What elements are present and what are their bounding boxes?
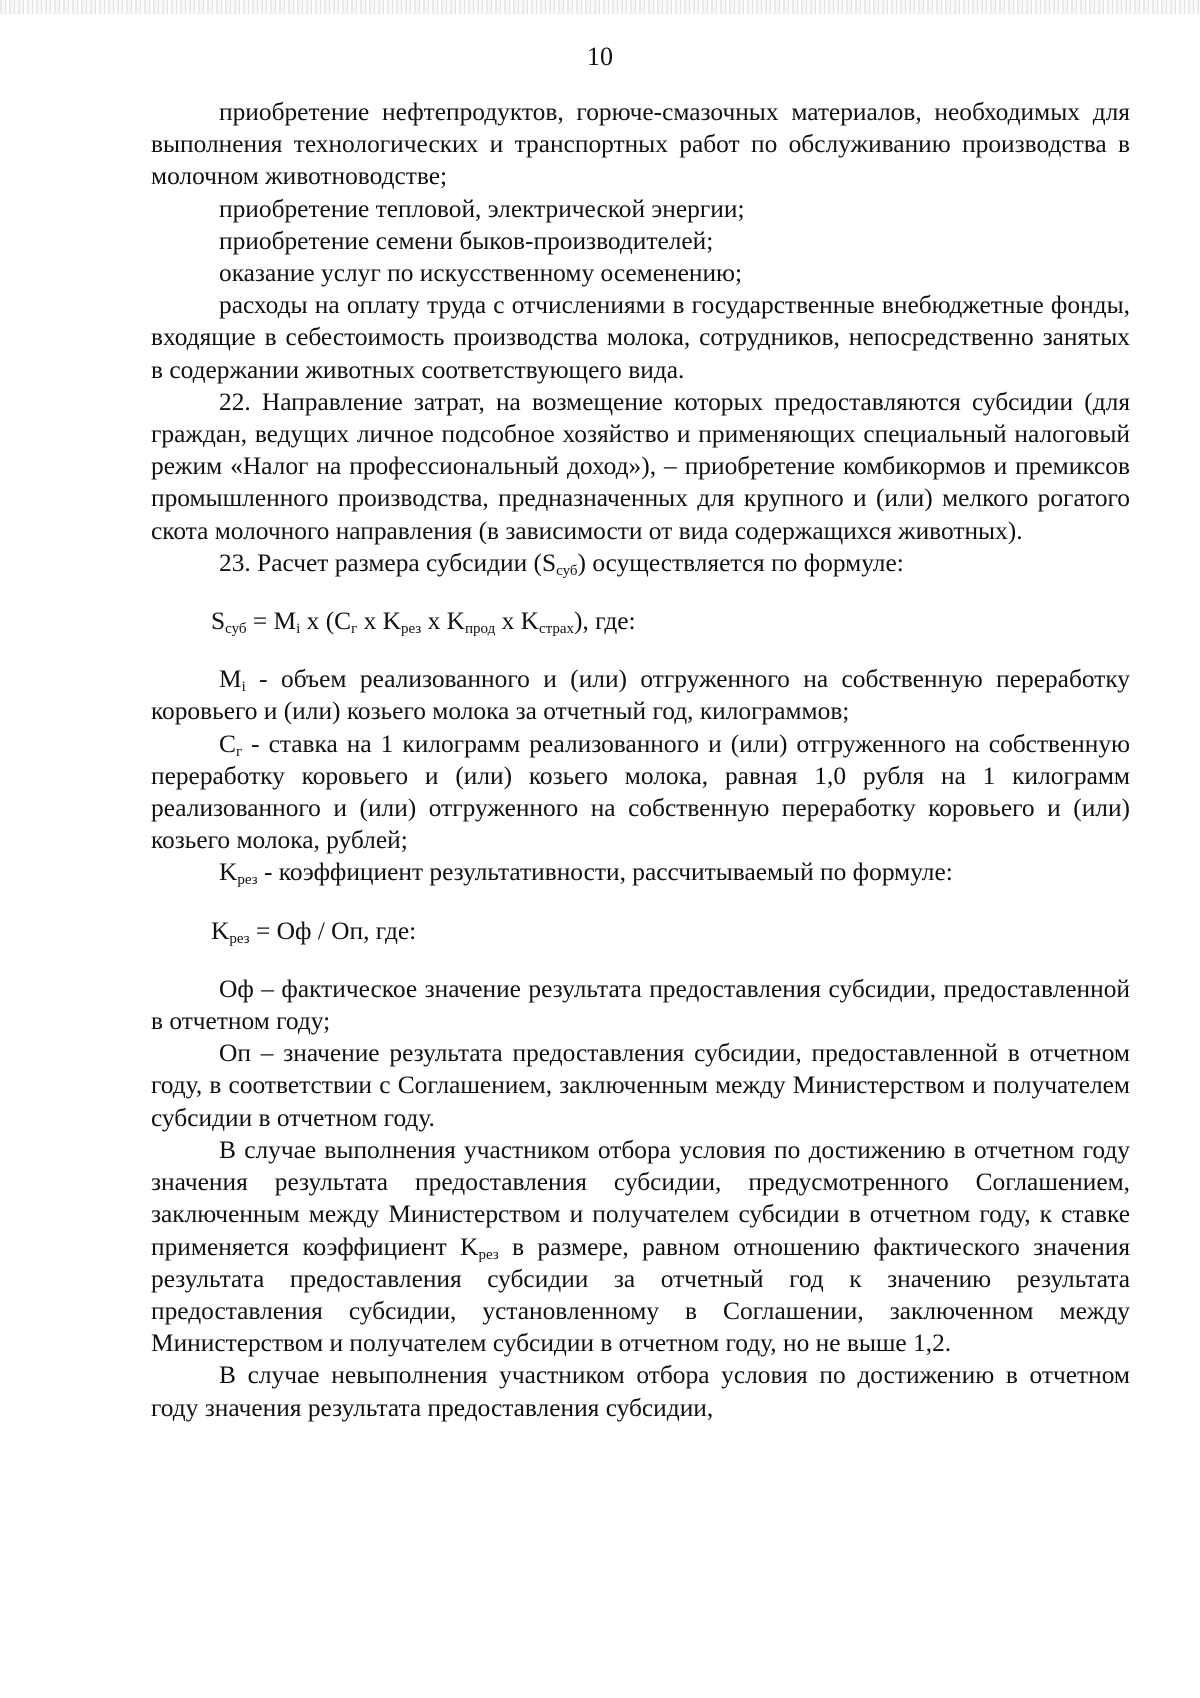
formula-subsidy-size: $S_{суб} = M_i$ x ($C_г$ x $K_{рез}$ x $K_{прод}$ x $K_{страх}$), где: xyxy=(211,607,636,638)
paragraph-section-22: 22. Направление затрат, на возмещение которых предоставляются субсидии (для граждан, ведущих личное подсобное хозяйство и применяющих специальный налоговый режим «Налог на профессиональный доход»), – приобретение комбикормов и премиксов промышленного производства, предназначенных для крупного и (или) мелкого рогатого скота молочного направления (в зависимости от вида содержащихся животных). xyxy=(151,387,1130,545)
paragraph-definition-op: Оп – значение результата предоставления субсидии, предоставленной в отчетном году, в соответствии с Соглашением, заключенным между Министерством и получателем субсидии в отчетном году. xyxy=(151,1039,1130,1132)
formula-efficiency-coefficient: $K_{рез}$ = Оф / Оп, где: xyxy=(211,916,417,947)
paragraph-non-achievement-case: В случае невыполнения участником отбора условия по достижению в отчетном году значения результата предоставления субсидии, xyxy=(151,1361,1130,1422)
paragraph-fuel-purchase: приобретение нефтепродуктов, горюче-смазочных материалов, необходимых для выполнения технологических и транспортных работ по обслуживанию производства в молочном животноводстве; xyxy=(151,98,1130,191)
paragraph-energy-purchase: приобретение тепловой, электрической энергии; xyxy=(219,194,745,223)
paragraph-labor-costs: расходы на оплату труда с отчислениями в государственные внебюджетные фонды, входящие в себестоимость производства молока, сотрудников, непосредственно занятых в содержании животных соответствующего вида. xyxy=(151,291,1130,384)
paragraph-semen-purchase: приобретение семени быков-производителей; xyxy=(219,226,714,255)
paragraph-definition-mi: $M_i$ - объем реализованного и (или) отгруженного на собственную переработку коровьего и (или) козьего молока за отчетный год, килограммов; xyxy=(151,665,1130,726)
paragraph-insemination-services: оказание услуг по искусственному осеменению; xyxy=(219,259,743,288)
scan-edge-artifact xyxy=(0,0,1200,14)
paragraph-definition-of: Оф – фактическое значение результата предоставления субсидии, предоставленной в отчетном году; xyxy=(151,974,1130,1036)
document-body xyxy=(151,96,1130,1424)
paragraph-section-23: 23. Расчет размера субсидии $(S_{суб})$ осуществляется по формуле: xyxy=(219,548,904,579)
paragraph-achievement-case: В случае выполнения участником отбора условия по достижению в отчетном году значения результата предоставления субсидии, предусмотренного Соглашением, заключенным между Министерством и получателем субсидии в отчетном году, к ставке применяется коэффициент $K_{рез}$ в размере, равном отношению фактического значения результата предоставления субсидии за отчетный год к значению результата предоставления субсидии, установленному в Соглашении, заключенном между Министерством и получателем субсидии в отчетном году, но не выше 1,2. xyxy=(151,1135,1131,1358)
page-number: 10 xyxy=(587,42,613,71)
paragraph-definition-krez: $K_{рез}$ - коэффициент результативности, рассчитываемый по формуле: xyxy=(219,858,953,889)
paragraph-definition-cg: $C_г$ - ставка на 1 килограмм реализованного и (или) отгруженного на собственную переработку коровьего и (или) козьего молока, равная 1,0 рубля на 1 килограмм реализованного и (или) отгруженного на собственную переработку коровьего и (или) козьего молока, рублей; xyxy=(151,729,1130,855)
